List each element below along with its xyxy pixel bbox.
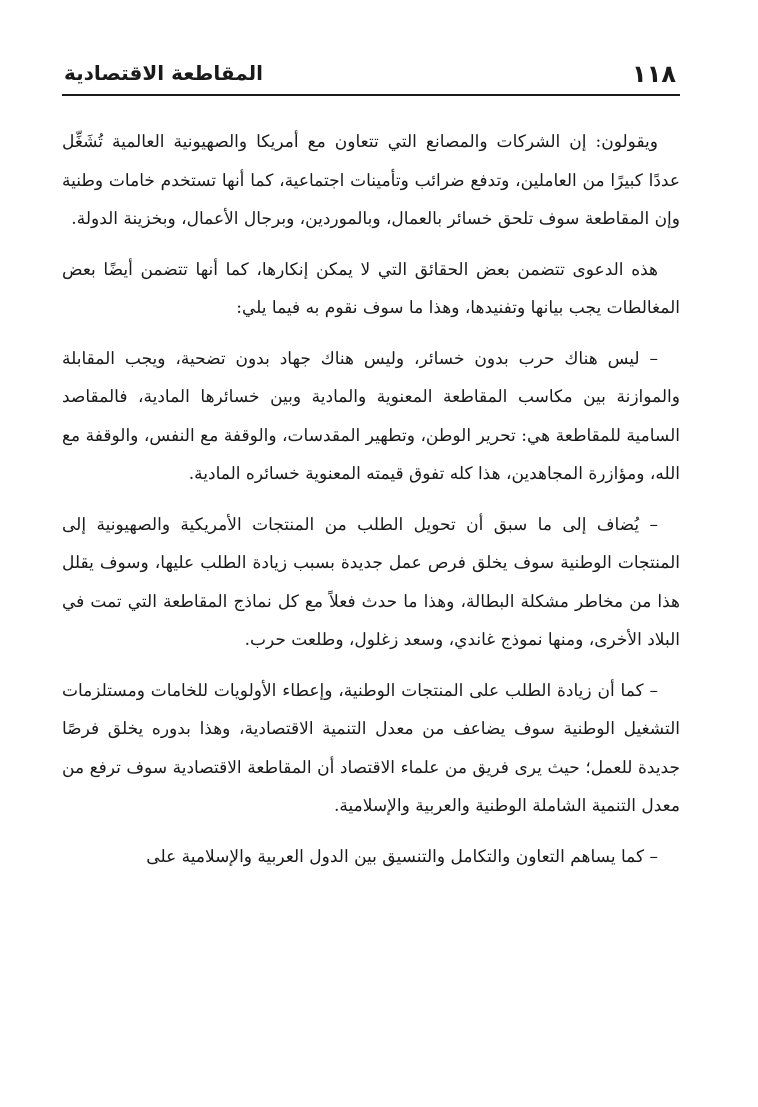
page-number: ١١٨	[632, 60, 676, 88]
body-text	[62, 123, 680, 888]
paragraph-cooperation: – كما يساهم التعاون والتكامل والتنسيق بين الدول العربية والإسلامية على	[146, 846, 658, 867]
page-header	[62, 56, 680, 96]
paragraph-no-war-without-losses: – ليس هناك حرب بدون خسائر، وليس هناك جهاد بدون تضحية، ويجب المقابلة والموازنة بين مكاسب المقاطعة المعنوية والمادية وبين خسائرها المادية، فالمقاصد السامية للمقاطعة هي: تحرير الوطن، وتطهير المقدسات، والوقفة مع النفس، والوقفة مع الله، ومؤازرة المجاهدين، هذا كله تفوق قيمته المعنوية خسائره المادية.	[62, 348, 680, 484]
running-title: المقاطعة الاقتصادية	[64, 61, 264, 85]
paragraph-claim: ويقولون: إن الشركات والمصانع التي تتعاون مع أمريكا والصهيونية العالمية تُشَغِّل عددًا كبيرًا من العاملين، وتدفع ضرائب وتأمينات اجتماعية، كما أنها تستخدم خامات وطنية وإن المقاطعة سوف تلحق خسائر بالعمال، وبالموردين، وبرجال الأعمال، وبخزينة الدولة.	[62, 132, 680, 229]
paragraph-new-jobs: – يُضاف إلى ما سبق أن تحويل الطلب من المنتجات الأمريكية والصهيونية إلى المنتجات الوطنية سوف يخلق فرص عمل جديدة بسبب زيادة الطلب عليها، وسوف يقلل هذا من مخاطر مشكلة البطالة، وهذا ما حدث فعلاً مع كل نماذج المقاطعة التي تمت في البلاد الأخرى، ومنها نموذج غاندي، وسعد زغلول، وطلعت حرب.	[62, 514, 681, 650]
paragraph-response-intro: هذه الدعوى تتضمن بعض الحقائق التي لا يمكن إنكارها، كما أنها تتضمن أيضًا بعض المغالطات يجب بيانها وتفنيدها، وهذا ما سوف نقوم به فيما يلي:	[62, 259, 680, 318]
paragraph-economic-growth: – كما أن زيادة الطلب على المنتجات الوطنية، وإعطاء الأولويات للخامات ومستلزمات التشغيل الوطنية سوف يضاعف من معدل التنمية الاقتصادية، وهذا بدوره يخلق فرصًا جديدة للعمل؛ حيث يرى فريق من علماء الاقتصاد أن المقاطعة الاقتصادية سوف ترفع من معدل التنمية الشاملة الوطنية والعربية والإسلامية.	[62, 680, 680, 816]
